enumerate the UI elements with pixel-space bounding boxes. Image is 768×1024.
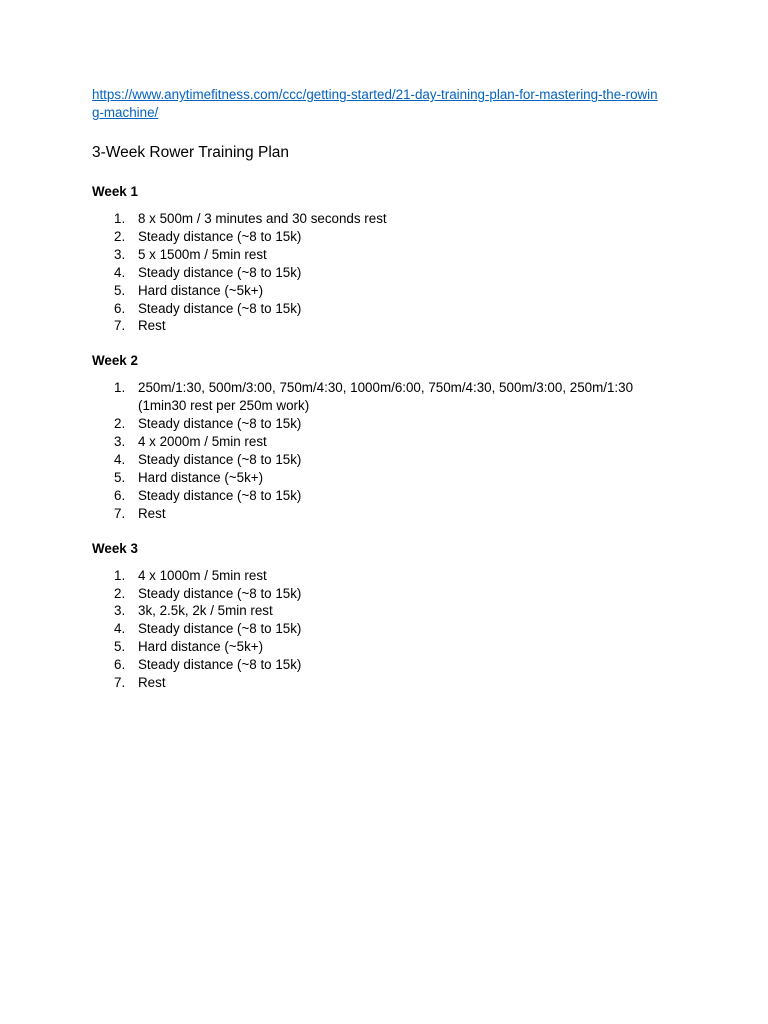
list-item-text: Steady distance (~8 to 15k) [138,621,302,637]
list-item-text: Rest [138,505,166,521]
list-item [92,674,682,692]
week-3-section [92,540,682,692]
list-item-text: Steady distance (~8 to 15k) [138,451,302,467]
list-number: 4. [114,621,126,637]
list-number: 3. [114,434,126,450]
list-number: 1. [114,211,126,226]
list-item-text: 250m/1:30, 500m/3:00, 750m/4:30, 1000m/6:00, 750m/4:30, 500m/3:00, 250m/1:30 (1min30 rest per 250m work) [138,380,634,414]
list-item [92,264,682,282]
week-heading: Week 3 [92,540,138,556]
list-item-text: 5 x 1500m / 5min rest [138,246,267,262]
list-number: 7. [114,505,126,521]
list-number: 3. [114,603,126,619]
day-list [92,379,682,522]
week-1-section [92,183,682,335]
list-item [92,433,682,451]
list-item [92,210,682,228]
list-item [92,451,682,469]
list-number: 7. [114,675,126,691]
list-item-text: Hard distance (~5k+) [138,282,264,298]
list-item [92,505,682,523]
document-title: 3-Week Rower Training Plan [92,144,289,161]
list-item-text: Hard distance (~5k+) [138,639,264,655]
list-item-text: Rest [138,675,166,691]
list-item-text: 4 x 1000m / 5min rest [138,567,267,583]
list-item [92,656,682,674]
list-number: 2. [114,416,126,432]
list-number: 5. [114,469,126,485]
list-item [92,638,682,656]
list-item [92,317,682,335]
source-link[interactable]: https://www.anytimefitness.com/ccc/getting-started/21-day-training-plan-for-mastering-the-rowing-machine/ [92,87,658,120]
list-item [92,282,682,300]
document-page [92,86,682,692]
list-item-text: Steady distance (~8 to 15k) [138,264,302,280]
list-number: 7. [114,318,126,334]
list-item [92,379,682,415]
list-item-text: Steady distance (~8 to 15k) [138,657,302,673]
list-item-text: Steady distance (~8 to 15k) [138,585,302,601]
list-number: 5. [114,282,126,298]
list-item [92,300,682,318]
list-number: 1. [114,567,126,583]
list-number: 3. [114,246,126,262]
list-item [92,585,682,603]
list-item [92,602,682,620]
day-list [92,210,682,335]
list-number: 5. [114,639,126,655]
list-number: 2. [114,585,126,601]
list-number: 2. [114,228,126,244]
list-item [92,246,682,264]
list-item [92,567,682,585]
list-item-text: 8 x 500m / 3 minutes and 30 seconds rest [138,211,387,226]
list-number: 6. [114,657,126,673]
list-number: 4. [114,264,126,280]
week-heading: Week 2 [92,353,138,369]
list-number: 6. [114,300,126,316]
list-item-text: 4 x 2000m / 5min rest [138,434,267,450]
list-item-text: Steady distance (~8 to 15k) [138,487,302,503]
list-number: 4. [114,451,126,467]
list-item-text: Hard distance (~5k+) [138,469,264,485]
list-item-text: 3k, 2.5k, 2k / 5min rest [138,603,273,619]
week-2-section [92,352,682,522]
list-item [92,487,682,505]
list-item [92,415,682,433]
list-item-text: Steady distance (~8 to 15k) [138,300,302,316]
list-item [92,620,682,638]
list-number: 6. [114,487,126,503]
list-item-text: Rest [138,318,166,334]
list-item-text: Steady distance (~8 to 15k) [138,416,302,432]
list-item [92,228,682,246]
list-item-text: Steady distance (~8 to 15k) [138,228,302,244]
day-list [92,567,682,692]
week-heading: Week 1 [92,184,138,199]
list-item [92,469,682,487]
list-number: 1. [114,380,126,396]
